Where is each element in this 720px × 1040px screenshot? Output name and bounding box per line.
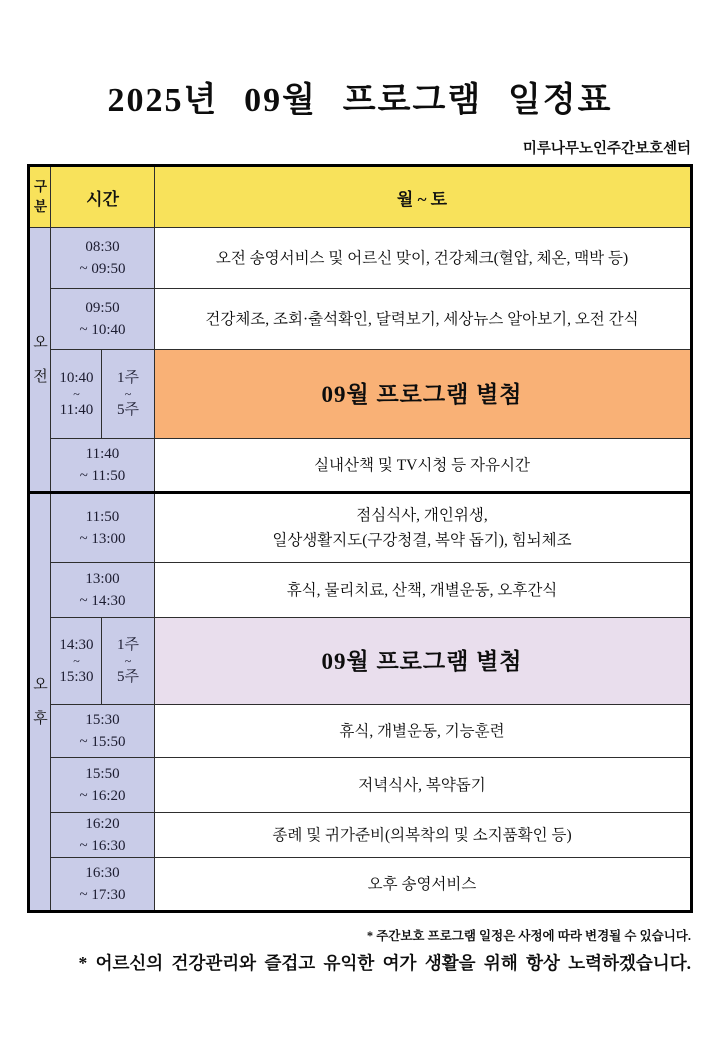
time-cell: 09:50 ~ 10:40 [51, 289, 154, 350]
schedule-table [27, 164, 692, 913]
time-cell: 11:40 ~ 11:50 [51, 439, 154, 493]
time-cell: 15:50 ~ 16:20 [51, 758, 154, 813]
section-label-morning: 오전 [29, 228, 51, 493]
header-cell-days [154, 166, 691, 228]
table-row [29, 289, 691, 350]
table-header-row [29, 166, 691, 228]
org-name: 미루나무노인주간보호센터 [522, 141, 691, 157]
header-cell-time [51, 166, 154, 228]
time-cell: 08:30 ~ 09:50 [51, 228, 154, 289]
time-cell: 16:20 ~ 16:30 [51, 813, 154, 858]
time-cell: 15:30 ~ 15:50 [51, 705, 154, 758]
footnote-change-notice: * 주간보호 프로그램 일정은 사정에 따라 변경될 수 있습니다. [366, 929, 691, 943]
table-row [29, 228, 691, 289]
time-cell: 11:50 ~ 13:00 [51, 493, 154, 563]
table-row [29, 439, 691, 493]
time-cell: 10:40 ~ 11:40 [51, 350, 102, 439]
activity-cell: 오전 송영서비스 및 어르신 맞이, 건강체크(혈압, 체온, 맥박 등) [154, 228, 691, 289]
table-row-highlight-morning [29, 350, 691, 439]
time-cell: 14:30 ~ 15:30 [51, 618, 102, 705]
header-cell-category [29, 166, 51, 228]
week-cell: 1주 ~ 5주 [102, 618, 154, 705]
table-row [29, 758, 691, 813]
activity-cell: 실내산책 및 TV시청 등 자유시간 [154, 439, 691, 493]
time-cell: 13:00 ~ 14:30 [51, 563, 154, 618]
footnote-commitment: * 어르신의 건강관리와 즐겁고 유익한 여가 생활을 위해 항상 노력하겠습니다. [78, 953, 691, 973]
table-row [29, 813, 691, 858]
section-label-afternoon: 오후 [29, 493, 51, 912]
activity-cell-program-attachment: 09월 프로그램 별첨 [154, 618, 691, 705]
table-row [29, 493, 691, 563]
table-row [29, 563, 691, 618]
activity-cell: 휴식, 물리치료, 산책, 개별운동, 오후간식 [154, 563, 691, 618]
activity-cell: 휴식, 개별운동, 기능훈련 [154, 705, 691, 758]
page-title: 2025년 09월 프로그램 일정표 [107, 82, 613, 119]
activity-cell-program-attachment: 09월 프로그램 별첨 [154, 350, 691, 439]
table-row [29, 858, 691, 912]
footnotes [29, 926, 691, 975]
activity-cell: 오후 송영서비스 [154, 858, 691, 912]
header-days-label: 월 ~ 토 [396, 189, 448, 209]
week-cell: 1주 ~ 5주 [102, 350, 154, 439]
table-row-highlight-afternoon [29, 618, 691, 705]
table-row [29, 705, 691, 758]
activity-cell: 건강체조, 조회·출석확인, 달력보기, 세상뉴스 알아보기, 오전 간식 [154, 289, 691, 350]
header-time-label: 시간 [86, 189, 119, 209]
activity-cell: 종례 및 귀가준비(의복착의 및 소지품확인 등) [154, 813, 691, 858]
activity-cell: 점심식사, 개인위생, 일상생활지도(구강청결, 복약 돕기), 힘뇌체조 [154, 493, 691, 563]
header-category-label: 구분 [33, 179, 47, 214]
time-cell: 16:30 ~ 17:30 [51, 858, 154, 912]
activity-cell: 저녁식사, 복약돕기 [154, 758, 691, 813]
